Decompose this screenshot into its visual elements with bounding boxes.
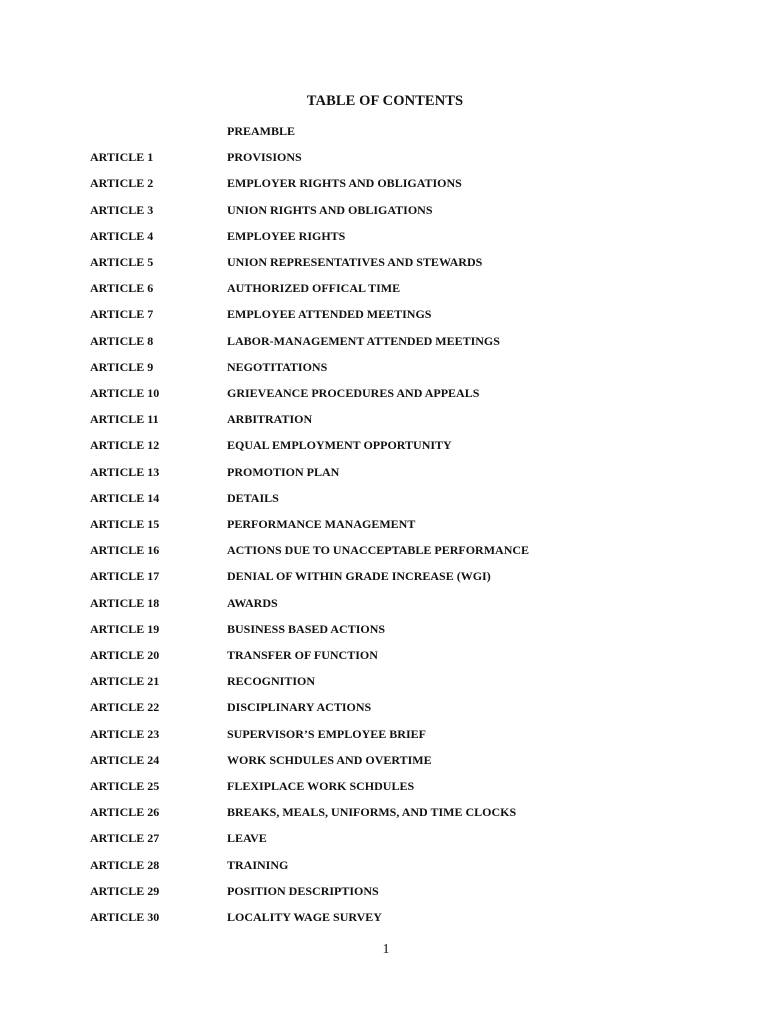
article-heading: TRANSFER OF FUNCTION bbox=[227, 648, 378, 662]
article-number: ARTICLE 27 bbox=[90, 831, 160, 846]
article-number: ARTICLE 5 bbox=[90, 255, 154, 269]
article-heading: PROVISIONS bbox=[227, 150, 302, 165]
article-number: ARTICLE 30 bbox=[90, 910, 160, 924]
toc-entry bbox=[0, 542, 770, 558]
article-number: ARTICLE 20 bbox=[90, 648, 160, 662]
article-heading: EMPLOYEE RIGHTS bbox=[227, 228, 346, 243]
article-heading: AWARDS bbox=[227, 595, 278, 610]
article-heading: PROMOTION PLAN bbox=[227, 464, 340, 479]
toc-entry bbox=[0, 228, 770, 244]
toc-entry bbox=[0, 857, 770, 873]
article-number: ARTICLE 16 bbox=[90, 543, 160, 558]
article-number: ARTICLE 28 bbox=[90, 857, 160, 872]
article-heading: TRAINING bbox=[227, 857, 289, 872]
article-heading: DISCIPLINARY ACTIONS bbox=[227, 700, 372, 715]
article-number: ARTICLE 10 bbox=[90, 386, 160, 400]
article-number: ARTICLE 29 bbox=[90, 883, 160, 898]
article-number: ARTICLE 25 bbox=[90, 779, 160, 793]
article-heading: FLEXIPLACE WORK SCHDULES bbox=[227, 779, 415, 793]
article-number: ARTICLE 2 bbox=[90, 176, 154, 191]
article-heading: DETAILS bbox=[227, 490, 279, 505]
toc-entry bbox=[0, 909, 770, 925]
page-title: TABLE OF CONTENTS bbox=[306, 93, 464, 109]
toc-entry bbox=[0, 490, 770, 506]
toc-entry bbox=[0, 883, 770, 899]
article-heading: SUPERVISOR’S EMPLOYEE BRIEF bbox=[227, 726, 426, 741]
article-heading: POSITION DESCRIPTIONS bbox=[227, 883, 379, 898]
toc-entry bbox=[0, 123, 770, 139]
toc-entry bbox=[0, 699, 770, 715]
article-heading: GRIEVEANCE PROCEDURES AND APPEALS bbox=[227, 386, 480, 400]
article-heading: AUTHORIZED OFFICAL TIME bbox=[227, 281, 401, 296]
toc-entry bbox=[0, 280, 770, 296]
article-heading: UNION REPRESENTATIVES AND STEWARDS bbox=[227, 255, 483, 269]
article-number: ARTICLE 14 bbox=[90, 490, 160, 505]
article-heading: RECOGNITION bbox=[227, 674, 316, 689]
article-number: ARTICLE 12 bbox=[90, 438, 160, 453]
toc-entry bbox=[0, 778, 770, 794]
article-number: ARTICLE 8 bbox=[90, 333, 154, 348]
toc-entry bbox=[0, 385, 770, 401]
toc-entry bbox=[0, 595, 770, 611]
article-heading: EQUAL EMPLOYMENT OPPORTUNITY bbox=[227, 438, 452, 453]
article-number: ARTICLE 24 bbox=[90, 752, 160, 767]
article-heading: WORK SCHDULES AND OVERTIME bbox=[227, 752, 432, 767]
article-number: ARTICLE 17 bbox=[90, 569, 160, 584]
toc-entry bbox=[0, 464, 770, 480]
toc-entry bbox=[0, 621, 770, 637]
toc-entry bbox=[0, 411, 770, 427]
article-heading: ARBITRATION bbox=[227, 412, 313, 427]
toc-entry bbox=[0, 568, 770, 584]
article-heading: DENIAL OF WITHIN GRADE INCREASE (WGI) bbox=[227, 569, 491, 584]
article-heading: PREAMBLE bbox=[227, 124, 296, 138]
article-number: ARTICLE 19 bbox=[90, 621, 160, 636]
article-heading: LEAVE bbox=[227, 831, 267, 846]
toc-entry bbox=[0, 175, 770, 191]
article-number: ARTICLE 26 bbox=[90, 805, 160, 820]
article-heading: LOCALITY WAGE SURVEY bbox=[227, 910, 382, 924]
article-heading: PERFORMANCE MANAGEMENT bbox=[227, 517, 416, 531]
page-number: 1 bbox=[382, 942, 390, 957]
article-number: ARTICLE 1 bbox=[90, 150, 154, 165]
article-number: ARTICLE 21 bbox=[90, 674, 160, 689]
toc-entry bbox=[0, 804, 770, 820]
toc-entry bbox=[0, 202, 770, 218]
toc-entry bbox=[0, 149, 770, 165]
article-number: ARTICLE 3 bbox=[90, 202, 154, 217]
article-number: ARTICLE 13 bbox=[90, 464, 160, 479]
article-number: ARTICLE 9 bbox=[90, 359, 154, 374]
toc-entry bbox=[0, 726, 770, 742]
toc-entry bbox=[0, 437, 770, 453]
toc-entry bbox=[0, 830, 770, 846]
article-number: ARTICLE 11 bbox=[90, 412, 159, 427]
article-heading: EMPLOYER RIGHTS AND OBLIGATIONS bbox=[227, 176, 462, 191]
article-number: ARTICLE 23 bbox=[90, 726, 160, 741]
article-number: ARTICLE 6 bbox=[90, 281, 154, 296]
article-number: ARTICLE 22 bbox=[90, 700, 160, 715]
toc-entry bbox=[0, 516, 770, 532]
toc-entry bbox=[0, 673, 770, 689]
article-heading: LABOR-MANAGEMENT ATTENDED MEETINGS bbox=[227, 333, 500, 348]
article-heading: UNION RIGHTS AND OBLIGATIONS bbox=[227, 202, 433, 217]
toc-entry bbox=[0, 306, 770, 322]
toc-entry bbox=[0, 752, 770, 768]
toc-entry bbox=[0, 359, 770, 375]
toc-entry bbox=[0, 254, 770, 270]
toc-entry bbox=[0, 647, 770, 663]
article-heading: NEGOTITATIONS bbox=[227, 359, 328, 374]
article-heading: ACTIONS DUE TO UNACCEPTABLE PERFORMANCE bbox=[227, 543, 530, 558]
article-number: ARTICLE 18 bbox=[90, 595, 160, 610]
toc-entry bbox=[0, 333, 770, 349]
article-number: ARTICLE 7 bbox=[90, 307, 154, 322]
article-heading: BREAKS, MEALS, UNIFORMS, AND TIME CLOCKS bbox=[227, 805, 517, 820]
article-heading: EMPLOYEE ATTENDED MEETINGS bbox=[227, 307, 432, 322]
article-number: ARTICLE 15 bbox=[90, 517, 160, 531]
article-heading: BUSINESS BASED ACTIONS bbox=[227, 621, 386, 636]
article-number: ARTICLE 4 bbox=[90, 228, 154, 243]
